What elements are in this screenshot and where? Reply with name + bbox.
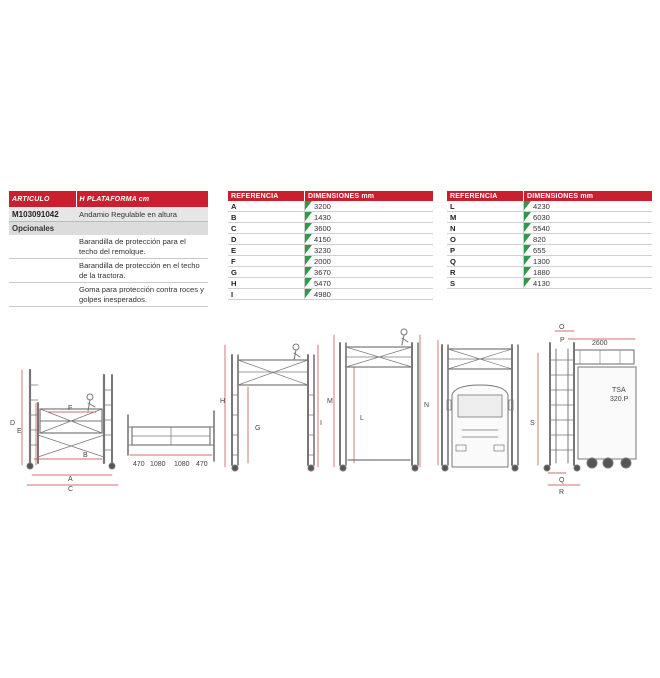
trailer-text: 320.P <box>610 396 629 403</box>
green-marker-icon <box>305 201 312 210</box>
dim-label: F <box>68 405 73 412</box>
dim-label: C <box>68 486 74 493</box>
dimensions-table-2 <box>447 191 652 289</box>
green-marker-icon <box>524 245 531 254</box>
green-marker-icon <box>524 256 531 265</box>
dimension-row <box>228 201 433 212</box>
dimension-value: 3230 <box>314 245 331 255</box>
dim-label: 470 <box>133 461 145 468</box>
green-marker-icon <box>524 212 531 221</box>
dimension-value: 5540 <box>533 223 550 233</box>
green-marker-icon <box>524 267 531 276</box>
dimension-row <box>447 223 652 234</box>
dim-label: M <box>327 398 333 405</box>
reference-letter: N <box>447 223 524 234</box>
dim-label: R <box>559 489 565 496</box>
dimension-row <box>228 256 433 267</box>
dimension-value: 1430 <box>314 212 331 222</box>
reference-letter: I <box>228 289 305 300</box>
dimension-row <box>447 234 652 245</box>
reference-letter: Q <box>447 256 524 267</box>
reference-letter: A <box>228 201 305 212</box>
optional-item <box>9 259 208 283</box>
green-marker-icon <box>305 245 312 254</box>
technical-drawings <box>0 315 660 505</box>
dimensions-table-1 <box>228 191 433 300</box>
green-marker-icon <box>305 212 312 221</box>
dimension-row <box>447 201 652 212</box>
reference-letter: G <box>228 267 305 278</box>
dimension-row <box>447 256 652 267</box>
header-referencia: REFERENCIA <box>447 191 524 201</box>
green-marker-icon <box>524 223 531 232</box>
dimension-value: 4980 <box>314 289 331 299</box>
dim-label: I <box>320 420 322 427</box>
green-marker-icon <box>305 234 312 243</box>
dim-label: G <box>255 425 261 432</box>
dim-label: Q <box>559 477 565 484</box>
dimension-value: 4230 <box>533 201 550 211</box>
reference-letter: E <box>228 245 305 256</box>
dim-label: 1080 <box>150 461 166 468</box>
dimension-row <box>228 289 433 300</box>
green-marker-icon <box>305 223 312 232</box>
dimension-value: 4130 <box>533 278 550 288</box>
dimension-row <box>228 212 433 223</box>
dimension-row <box>228 223 433 234</box>
dimension-value: 3200 <box>314 201 331 211</box>
product-table-header <box>9 191 208 207</box>
dim-label: 470 <box>196 461 208 468</box>
green-marker-icon <box>305 278 312 287</box>
green-marker-icon <box>524 201 531 210</box>
dimensions-table-header <box>228 191 433 201</box>
header-dimensiones: DIMENSIONES mm <box>305 191 434 201</box>
optional-item <box>9 283 208 307</box>
green-marker-icon <box>524 234 531 243</box>
reference-letter: R <box>447 267 524 278</box>
dimension-value: 3600 <box>314 223 331 233</box>
product-table <box>9 191 208 307</box>
product-code: M103091042 <box>9 207 76 222</box>
drawing-truck-view <box>438 340 518 471</box>
reference-letter: H <box>228 278 305 289</box>
dim-label: H <box>220 398 226 405</box>
dim-label: B <box>83 452 88 459</box>
dim-label: N <box>424 402 430 409</box>
dim-label: P <box>560 337 565 344</box>
dim-label: D <box>10 420 16 427</box>
drawing-stair-view <box>530 324 636 496</box>
dimension-value: 4150 <box>314 234 331 244</box>
drawing-top-view <box>128 411 214 468</box>
trailer-text: TSA <box>612 387 626 394</box>
reference-letter: B <box>228 212 305 223</box>
reference-letter: M <box>447 212 524 223</box>
reference-letter: F <box>228 256 305 267</box>
product-description: Andamio Regulable en altura <box>76 207 208 222</box>
dim-label: 2600 <box>592 340 608 347</box>
drawing-front-view <box>220 344 322 471</box>
dimension-value: 1300 <box>533 256 550 266</box>
dimension-row <box>228 245 433 256</box>
dim-label: S <box>530 420 535 427</box>
optional-item-text: Goma para protección contra roces y golpes inesperados. <box>76 283 208 307</box>
optionals-label: Opcionales <box>9 222 76 236</box>
drawing-raised-view <box>327 329 429 471</box>
optional-item-text: Barandilla de protección para el techo del remolque. <box>76 235 208 259</box>
dimension-row <box>447 267 652 278</box>
dimension-row <box>447 278 652 289</box>
dimension-value: 820 <box>533 234 546 244</box>
reference-letter: O <box>447 234 524 245</box>
dimensions-table-header <box>447 191 652 201</box>
reference-letter: C <box>228 223 305 234</box>
dimension-row <box>228 278 433 289</box>
header-referencia: REFERENCIA <box>228 191 305 201</box>
dim-label: L <box>360 415 364 422</box>
header-dimensiones: DIMENSIONES mm <box>524 191 653 201</box>
dimension-value: 2000 <box>314 256 331 266</box>
reference-letter: L <box>447 201 524 212</box>
dimension-value: 3670 <box>314 267 331 277</box>
green-marker-icon <box>305 267 312 276</box>
dim-label: 1080 <box>174 461 190 468</box>
dim-label: O <box>559 324 565 331</box>
dimension-row <box>447 245 652 256</box>
dim-label: A <box>68 476 73 483</box>
drawing-side-view <box>10 370 118 493</box>
header-h-plataforma: H PLATAFORMA cm <box>76 191 208 207</box>
green-marker-icon <box>305 289 312 298</box>
dimension-row <box>447 212 652 223</box>
product-row <box>9 207 208 222</box>
dimension-row <box>228 234 433 245</box>
dimension-value: 6030 <box>533 212 550 222</box>
green-marker-icon <box>305 256 312 265</box>
dimension-row <box>228 267 433 278</box>
optional-item-text: Barandilla de protección en el techo de la tractora. <box>76 259 208 283</box>
reference-letter: D <box>228 234 305 245</box>
dimension-value: 1880 <box>533 267 550 277</box>
green-marker-icon <box>524 278 531 287</box>
reference-letter: S <box>447 278 524 289</box>
dimension-value: 655 <box>533 245 546 255</box>
header-articulo: ARTICULO <box>9 191 76 207</box>
reference-letter: P <box>447 245 524 256</box>
dimension-value: 5470 <box>314 278 331 288</box>
dim-label: E <box>17 428 22 435</box>
optionals-row <box>9 222 208 236</box>
optional-item <box>9 235 208 259</box>
